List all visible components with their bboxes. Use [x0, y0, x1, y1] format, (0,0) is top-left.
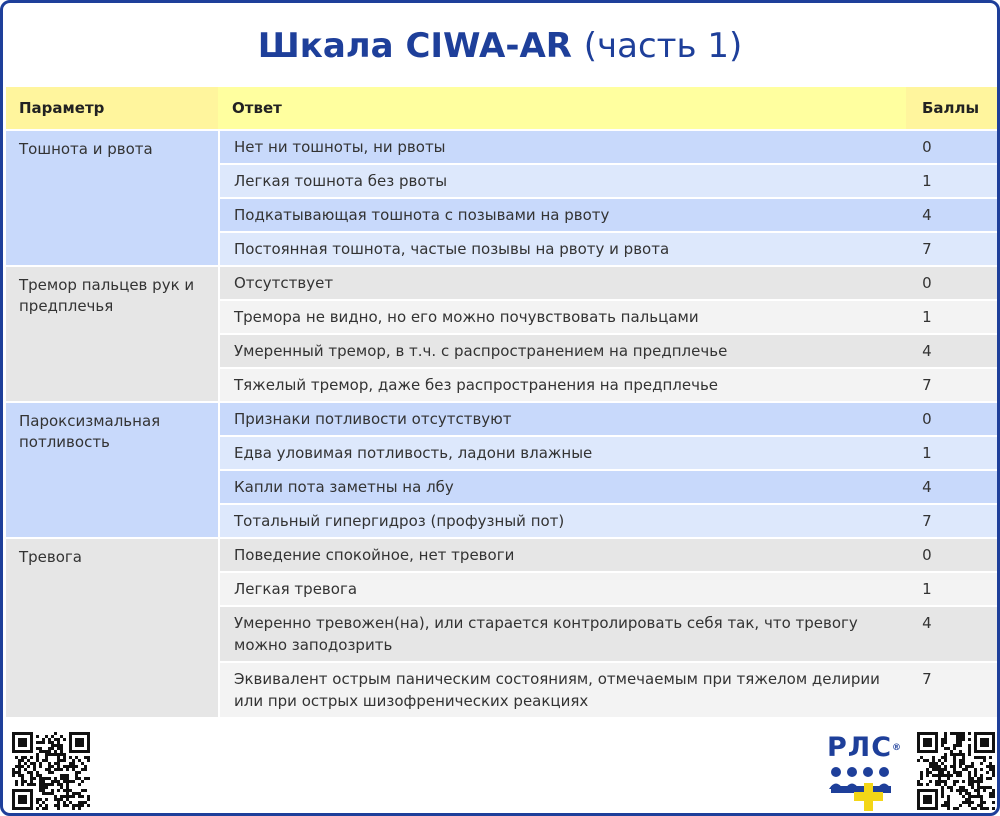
points-cell: 4: [922, 478, 932, 496]
points-cell: 1: [922, 308, 932, 326]
points-cell: 4: [922, 342, 932, 360]
table-row: [218, 661, 997, 717]
answer-cell: Постоянная тошнота, частые позывы на рвоту и рвота: [234, 240, 670, 258]
answer-cell: Эквивалент острым паническим состояниям, отмечаемым при тяжелом делирии или при острых шизофренических реакциях: [234, 670, 880, 710]
param-cell: Тревога: [6, 539, 218, 717]
param-cell: Пароксизмальная потливость: [6, 403, 218, 537]
table-row: [218, 131, 997, 163]
title-main: Шкала CIWA-AR: [257, 26, 572, 66]
qr-code-icon-graphic: [12, 732, 90, 810]
answer-cell: Легкая тошнота без рвоты: [234, 172, 448, 190]
points-cell: 7: [922, 376, 932, 394]
table-row: [218, 403, 997, 435]
title-part: (часть 1): [583, 26, 743, 66]
param-cell: Тремор пальцев рук и предплечья: [6, 267, 218, 401]
header-points: Баллы: [922, 99, 980, 117]
group-anxiety: [6, 537, 997, 717]
rls-logo: [827, 733, 907, 811]
answer-cell: Тремора не видно, но его можно почувствовать пальцами: [234, 308, 699, 326]
param-cell: Тошнота и рвота: [6, 131, 218, 265]
table-row: [218, 539, 997, 571]
points-cell: 7: [922, 512, 932, 530]
answer-cell: Отсутствует: [234, 274, 334, 292]
points-cell: 0: [922, 138, 932, 156]
answer-cell: Подкатывающая тошнота с позывами на рвоту: [234, 206, 610, 224]
header-param: Параметр: [19, 99, 105, 117]
answer-cell: Тяжелый тремор, даже без распространения на предплечье: [234, 376, 719, 394]
table-row: [218, 435, 997, 469]
answer-cell: Умеренный тремор, в т.ч. с распространением на предплечье: [234, 342, 728, 360]
table-row: [218, 163, 997, 197]
answer-cell: Легкая тревога: [234, 580, 358, 598]
answer-cell: Поведение спокойное, нет тревоги: [234, 546, 515, 564]
table-row: [218, 605, 997, 661]
qr-code-icon[interactable]: [917, 732, 995, 810]
points-cell: 1: [922, 444, 932, 462]
points-cell: 0: [922, 274, 932, 292]
table-row: [218, 469, 997, 503]
table-row: [218, 571, 997, 605]
page-title: [3, 19, 997, 73]
rls-people-cross-icon: [827, 733, 907, 811]
table-row: [218, 231, 997, 265]
logo-registered-mark: ®: [892, 743, 903, 753]
answer-cell: Нет ни тошноты, ни рвоты: [234, 138, 446, 156]
table-row: [218, 197, 997, 231]
answer-cell: Едва уловимая потливость, ладони влажные: [234, 444, 593, 462]
answer-cell: Признаки потливости отсутствуют: [234, 410, 512, 428]
table-row: [218, 267, 997, 299]
group-tremor: [6, 265, 997, 401]
answer-cell: Тотальный гипергидроз (профузный пот): [234, 512, 565, 530]
table-row: [218, 333, 997, 367]
header-answer: Ответ: [218, 87, 906, 129]
group-sweating: [6, 401, 997, 537]
table-row: [218, 299, 997, 333]
qr-code-icon-graphic: [917, 732, 995, 810]
table-row: [218, 367, 997, 401]
points-cell: 4: [922, 206, 932, 224]
logo-wordmark: РЛС: [827, 732, 893, 763]
points-cell: 0: [922, 546, 932, 564]
points-cell: 1: [922, 580, 932, 598]
qr-code-icon[interactable]: [12, 732, 90, 810]
table-row: [218, 503, 997, 537]
ciwa-table: [6, 87, 997, 717]
points-cell: 7: [922, 240, 932, 258]
points-cell: 4: [922, 614, 932, 632]
answer-cell: Капли пота заметны на лбу: [234, 478, 454, 496]
points-cell: 0: [922, 410, 932, 428]
table-header: [6, 87, 997, 129]
points-cell: 1: [922, 172, 932, 190]
group-nausea: [6, 129, 997, 265]
answer-cell: Умеренно тревожен(на), или старается контролировать себя так, что тревогу можно заподозрить: [234, 614, 858, 654]
points-cell: 7: [922, 670, 932, 688]
